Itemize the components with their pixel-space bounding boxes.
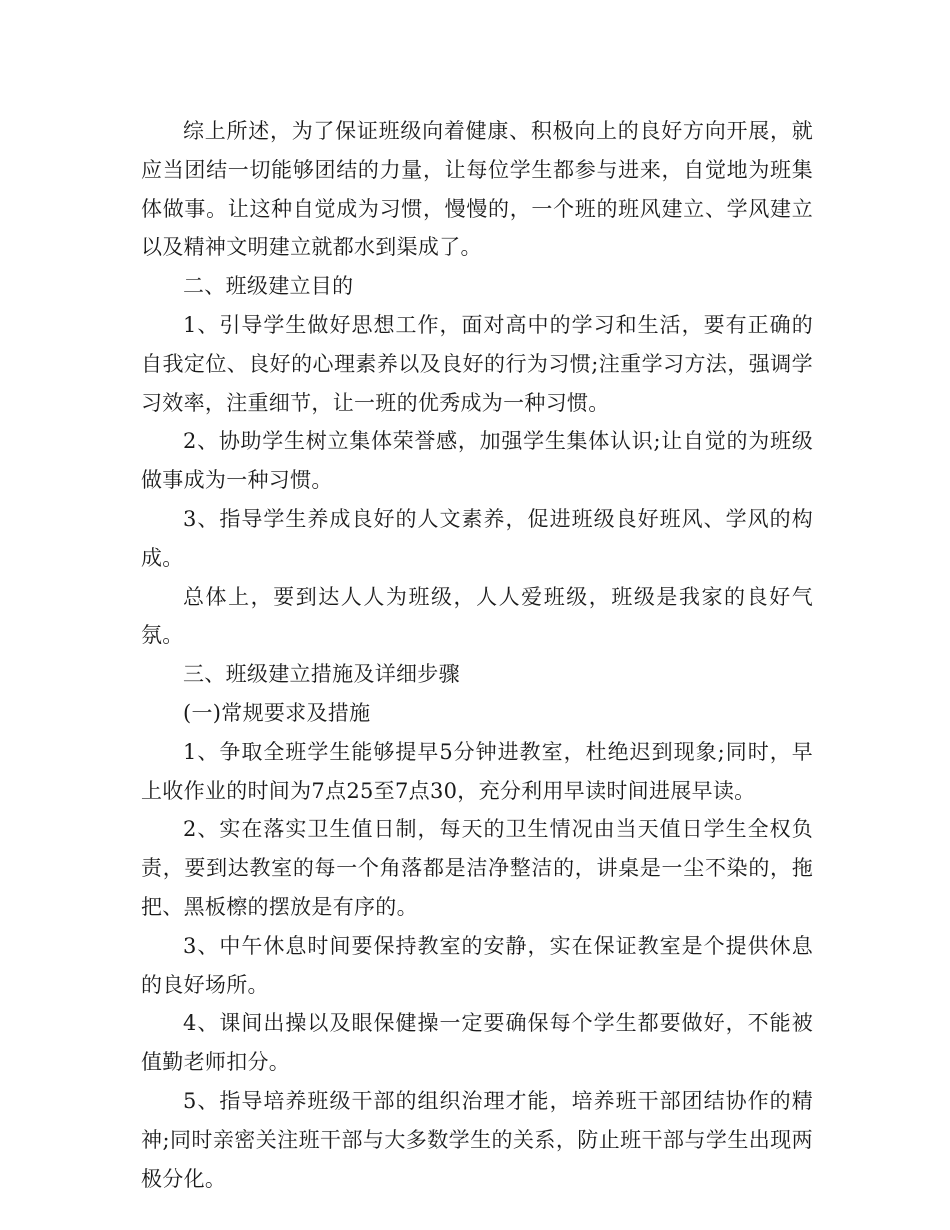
paragraph-overall: 总体上，要到达人人为班级，人人爱班级，班级是我家的良好气氛。 [141, 584, 813, 648]
paragraph-goal-2: 2、协助学生树立集体荣誉感，加强学生集体认识;让自觉的为班级做事成为一种习惯。 [141, 429, 813, 493]
paragraph-measure-3: 3、中午休息时间要保持教室的安静，实在保证教室是个提供休息的良好场所。 [141, 933, 813, 997]
section-heading-goals: 二、班级建立目的 [183, 274, 354, 299]
document-body [141, 112, 813, 1198]
section-heading-measures: 三、班级建立措施及详细步骤 [183, 662, 460, 687]
paragraph-measure-2: 2、实在落实卫生值日制，每天的卫生情况由当天值日学生全权负责，要到达教室的每一个角落都是洁净整洁的，讲桌是一尘不染的，拖把、黑板檫的摆放是有序的。 [141, 817, 813, 919]
paragraph-goal-1: 1、引导学生做好思想工作，面对高中的学习和生活，要有正确的自我定位、良好的心理素养以及良好的行为习惯;注重学习方法，强调学习效率，注重细节，让一班的优秀成为一种习惯。 [141, 312, 813, 415]
paragraph-measure-4: 4、课间出操以及眼保健操一定要确保每个学生都要做好，不能被值勤老师扣分。 [141, 1011, 813, 1075]
paragraph-measure-5: 5、指导培养班级干部的组织治理才能，培养班干部团结协作的精神;同时亲密关注班干部与大多数学生的关系，防止班干部与学生出现两极分化。 [141, 1088, 813, 1191]
paragraph-measure-1: 1、争取全班学生能够提早5分钟进教室，杜绝迟到现象;同时，早上收作业的时间为7点25至7点30，充分利用早读时间进展早读。 [141, 739, 813, 803]
paragraph-goal-3: 3、指导学生养成良好的人文素养，促进班级良好班风、学风的构成。 [141, 506, 813, 570]
paragraph-summary: 综上所述，为了保证班级向着健康、积极向上的良好方向开展，就应当团结一切能够团结的力量，让每位学生都参与进来，自觉地为班集体做事。让这种自觉成为习惯，慢慢的，一个班的班风建立、学风建立以及精神文明建立就都水到渠成了。 [141, 119, 813, 260]
subsection-heading-routine: (一)常规要求及措施 [183, 700, 371, 725]
